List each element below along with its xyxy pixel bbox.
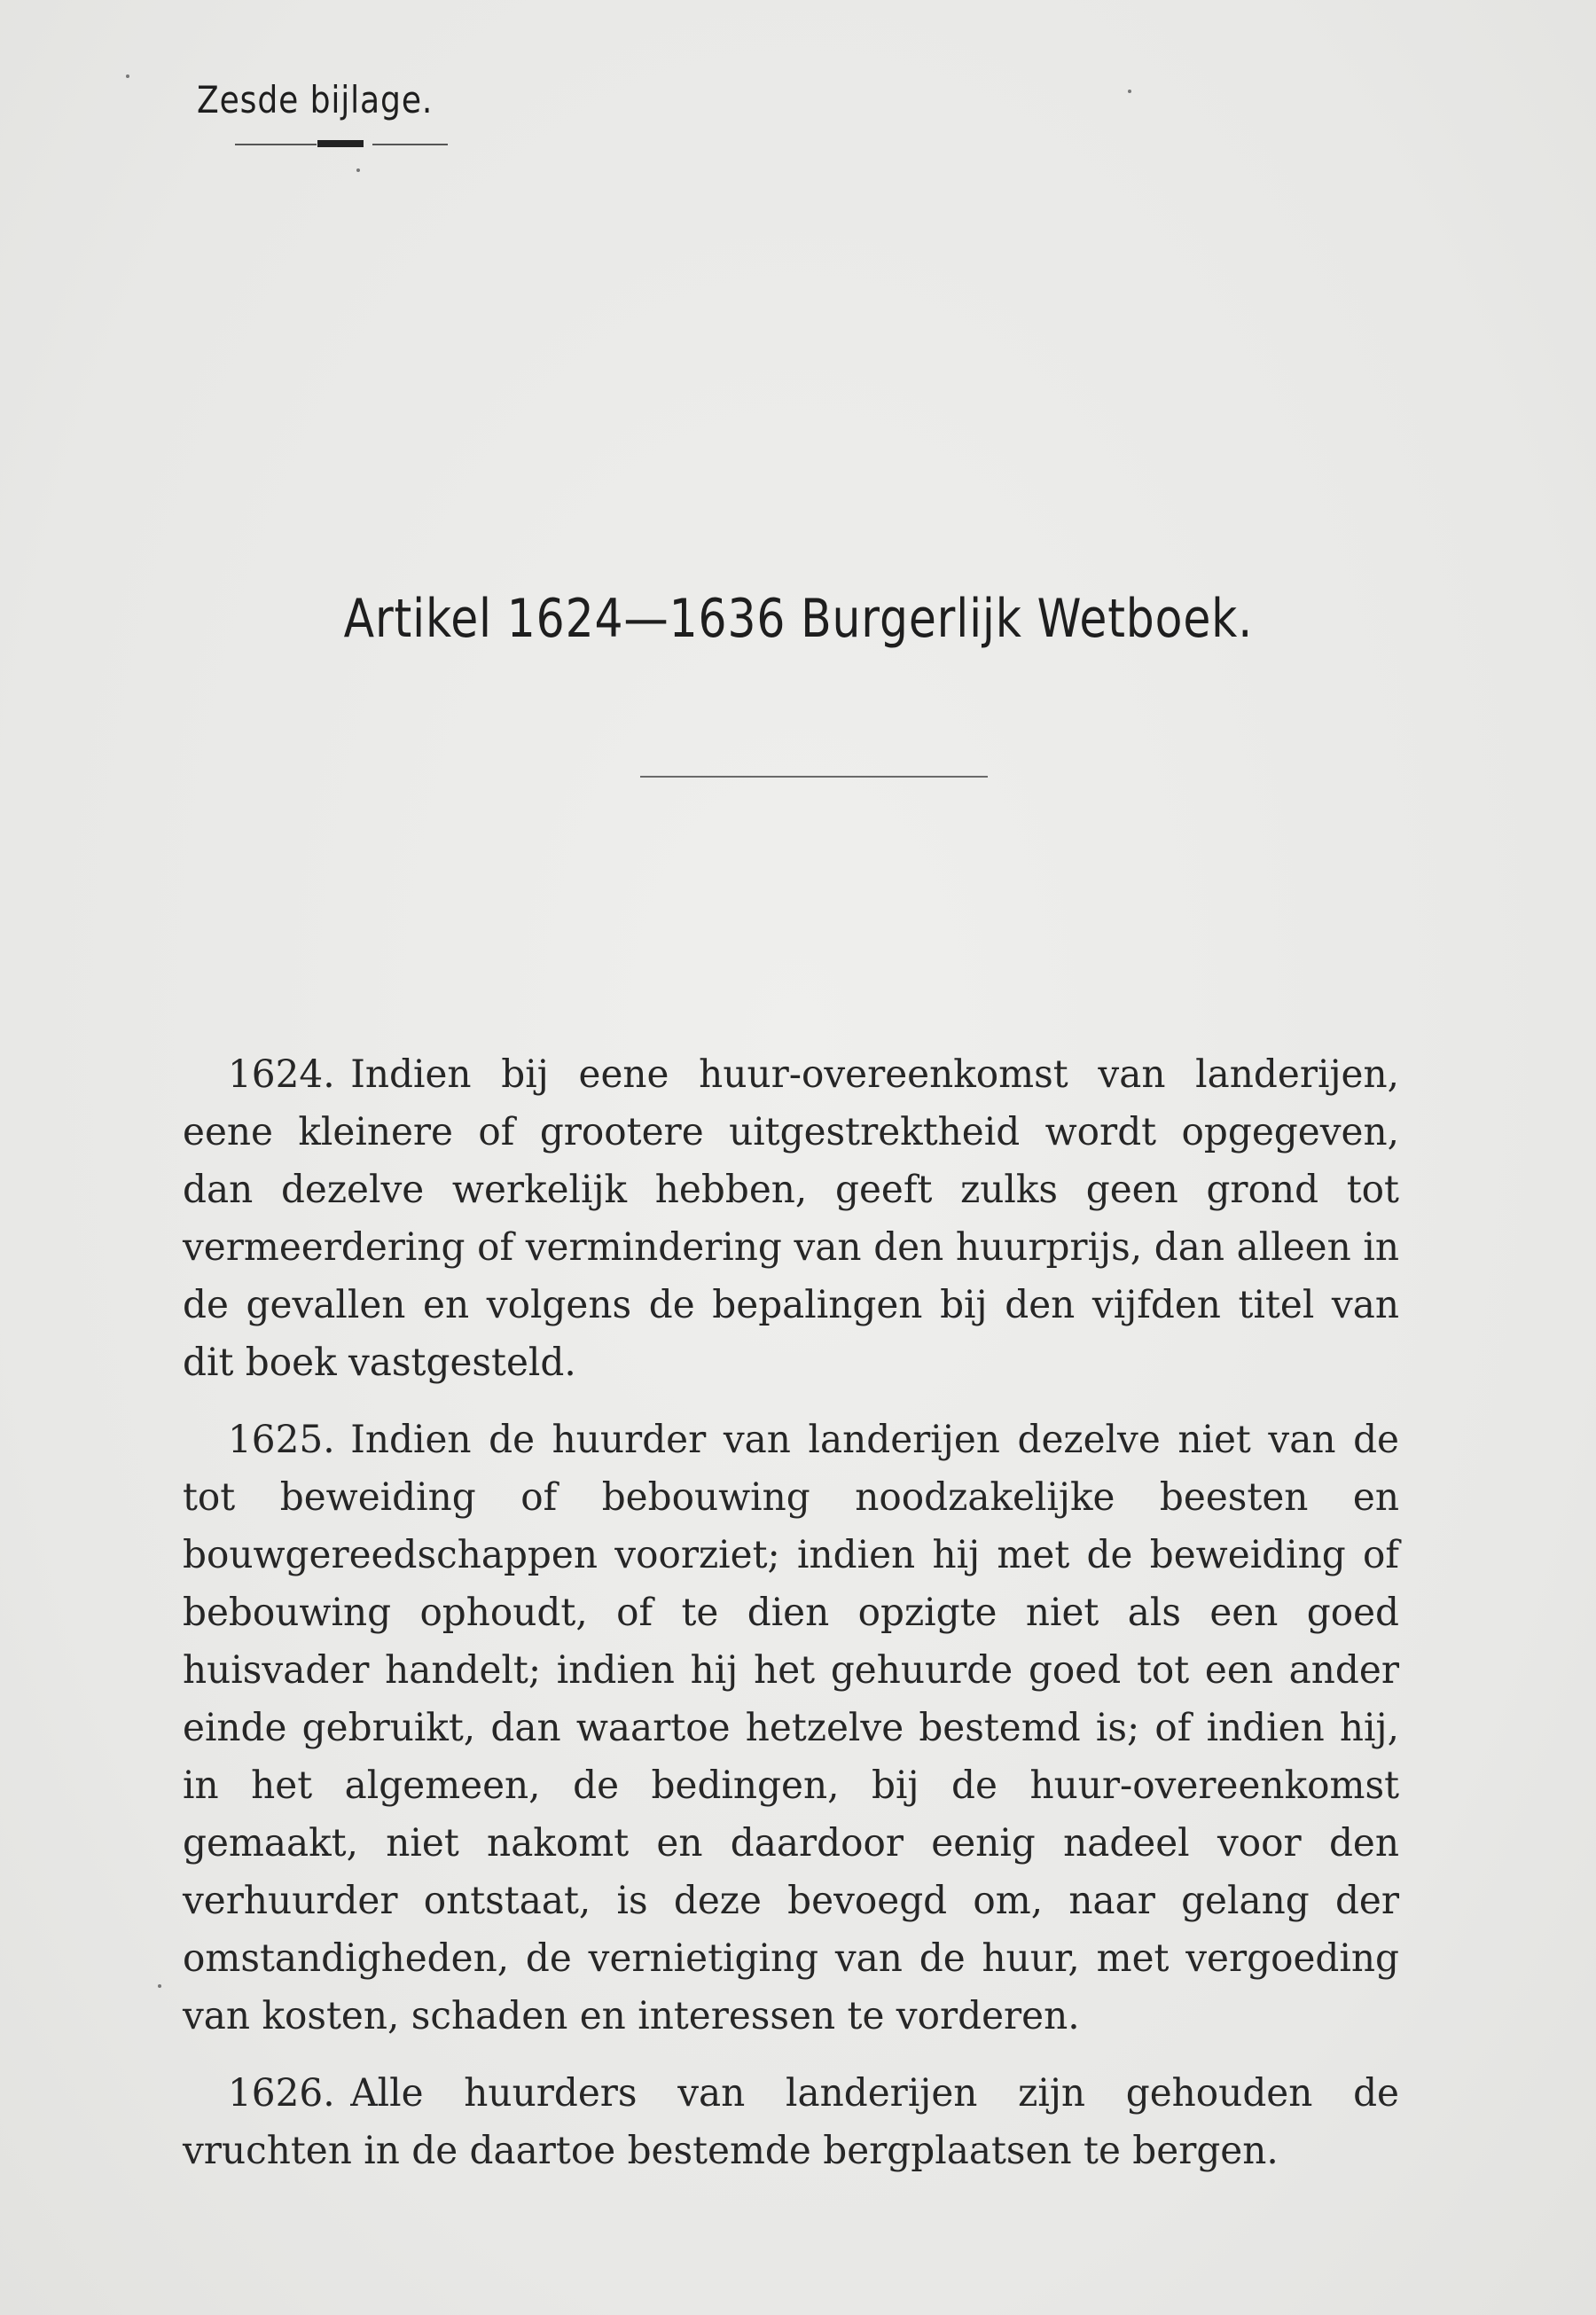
header-rule-left [235, 144, 317, 145]
article-1624 [183, 1046, 1399, 1392]
page-title [0, 588, 1596, 650]
article-number: 1624. [227, 1052, 335, 1097]
article-number: 1625. [227, 1418, 335, 1462]
article-text: Indien bij eene huur-overeenkomst van landerijen, eene kleinere of grootere uitgestrektheid wordt opgegeven, dan dezelve werkelijk hebben, geeft zulks geen grond tot vermeerdering of vermindering van den huurprijs, dan alleen in de gevallen en volgens de bepalingen bij den vijfden titel van dit boek vastgesteld. [183, 1052, 1399, 1385]
paper-speck [1128, 90, 1131, 93]
paper-speck [126, 74, 129, 78]
article-text: Indien de huurder van landerijen dezelve niet van de tot beweiding of bebouwing noodzakelijke beesten en bouwgereedschappen voorziet; indien hij met de beweiding of bebouwing ophoudt, of te dien opzigte niet als een goed huisvader handelt; indien hij het gehuurde goed tot een ander einde gebruikt, dan waartoe hetzelve bestemd is; of indien hij, in het algemeen, de bedingen, bij de huur-overeenkomst gemaakt, niet nakomt en daardoor eenig nadeel voor den verhuurder ontstaat, is deze bevoegd om, naar gelang der omstandigheden, de vernietiging van de huur, met vergoeding van kosten, schaden en interessen te vorderen. [183, 1418, 1399, 2038]
paper-speck [356, 168, 360, 172]
article-number: 1626. [227, 2071, 335, 2116]
page-title-text: Artikel 1624—1636 Burgerlijk Wetboek. [343, 588, 1253, 650]
article-1625 [183, 1412, 1399, 2045]
article-body [183, 1046, 1424, 2200]
article-text: Alle huurders van landerijen zijn gehouden de vruchten in de daartoe bestemde bergplaatsen te bergen. [183, 2071, 1399, 2173]
paper-speck [158, 1984, 161, 1988]
title-rule [640, 776, 988, 778]
article-1626 [183, 2065, 1399, 2180]
header-rule-right [372, 144, 448, 145]
appendix-label: Zesde bijlage. [197, 78, 434, 121]
header-ornament [317, 140, 364, 147]
